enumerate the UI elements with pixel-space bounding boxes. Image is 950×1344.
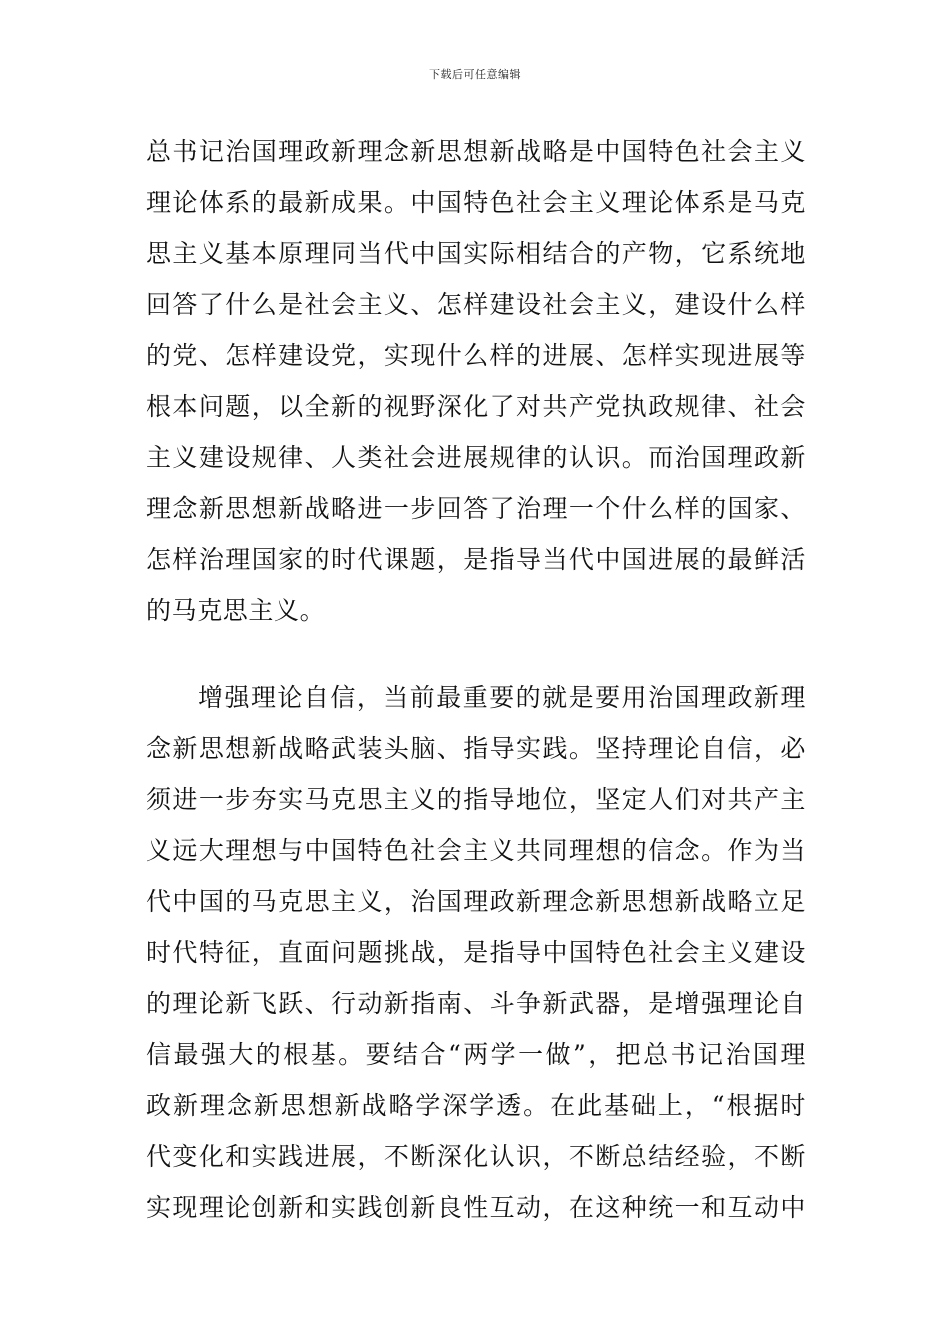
text-line: 的理论新飞跃、行动新指南、斗争新武器，是增强理论自 (146, 989, 806, 1018)
paragraph-2 (146, 672, 806, 1233)
text-line: 义远大理想与中国特色社会主义共同理想的信念。作为当 (146, 836, 806, 865)
text-line: 思主义基本原理同当代中国实际相结合的产物，它系统地 (146, 239, 806, 268)
text-line: 根本问题，以全新的视野深化了对共产党执政规律、社会 (146, 392, 806, 421)
text-line: 理念新思想新战略进一步回答了治理一个什么样的国家、 (146, 494, 806, 523)
paragraph-1 (146, 126, 806, 636)
page-header-note: 下载后可任意编辑 (429, 68, 521, 81)
text-line: 主义建设规律、人类社会进展规律的认识。而治国理政新 (146, 443, 806, 472)
text-line: 怎样治理国家的时代课题，是指导当代中国进展的最鲜活 (146, 545, 806, 574)
text-line: 须进一步夯实马克思主义的指导地位，坚定人们对共产主 (146, 785, 806, 814)
text-line: 代中国的马克思主义，治国理政新理念新思想新战略立足 (146, 887, 806, 916)
text-line: 政新理念新思想新战略学深学透。在此基础上，“根据时 (146, 1091, 806, 1120)
text-line: 增强理论自信，当前最重要的就是要用治国理政新理 (198, 683, 806, 712)
text-line: 念新思想新战略武装头脑、指导实践。坚持理论自信，必 (146, 734, 806, 763)
text-line: 理论体系的最新成果。中国特色社会主义理论体系是马克 (146, 188, 806, 217)
text-line: 实现理论创新和实践创新良性互动，在这种统一和互动中 (146, 1193, 806, 1222)
text-line: 总书记治国理政新理念新思想新战略是中国特色社会主义 (146, 137, 806, 166)
text-line: 的马克思主义。 (146, 596, 326, 625)
text-line: 信最强大的根基。要结合“两学一做”，把总书记治国理 (146, 1040, 806, 1069)
text-line: 代变化和实践进展，不断深化认识，不断总结经验，不断 (146, 1142, 806, 1171)
text-line: 时代特征，直面问题挑战，是指导中国特色社会主义建设 (146, 938, 806, 967)
text-line: 的党、怎样建设党，实现什么样的进展、怎样实现进展等 (146, 341, 806, 370)
text-line: 回答了什么是社会主义、怎样建设社会主义，建设什么样 (146, 290, 806, 319)
